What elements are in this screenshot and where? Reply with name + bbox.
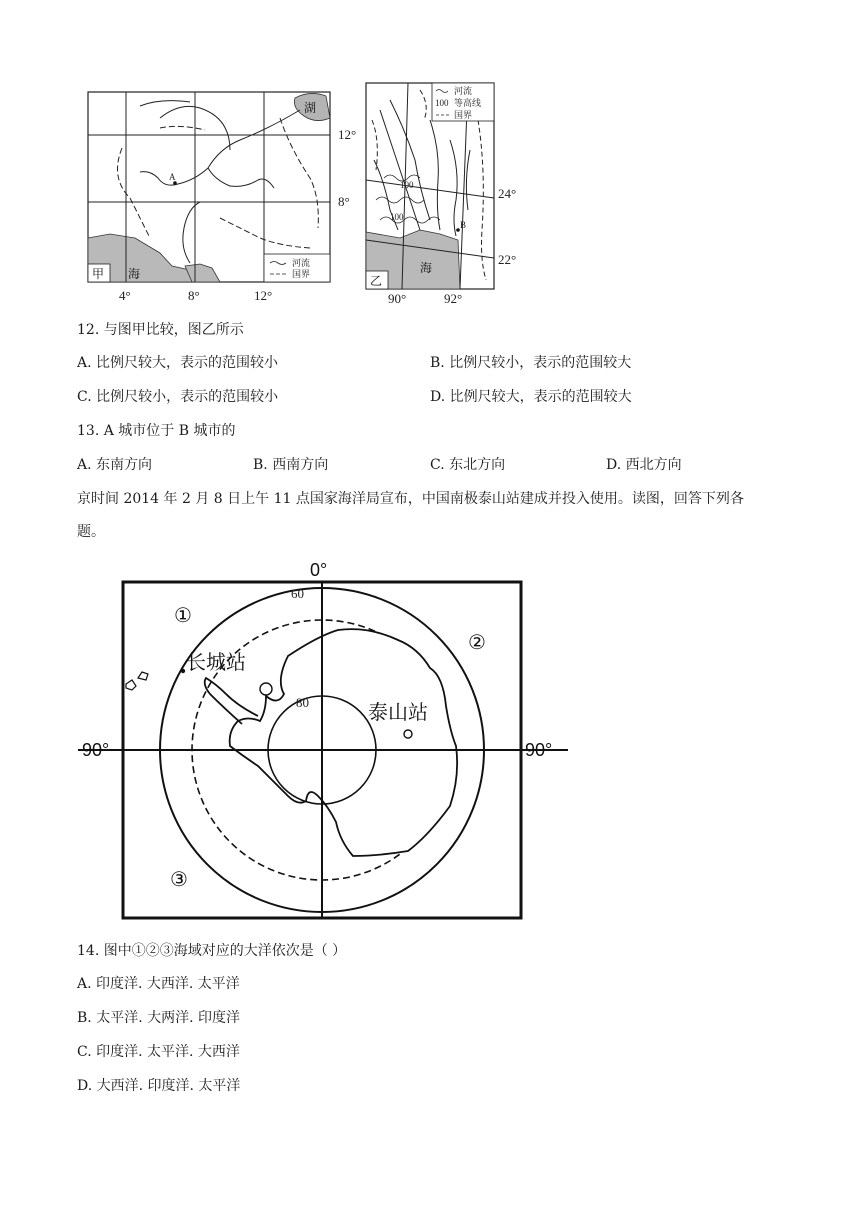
q14-option-b: B. 太平洋. 大两洋. 印度洋: [77, 1010, 240, 1026]
q12-option-c: C. 比例尺较小，表示的范围较小: [77, 389, 279, 405]
q14-option-c: C. 印度洋. 太平洋. 大西洋: [77, 1044, 240, 1060]
longitude-0-label: 0°: [310, 560, 328, 580]
legend-river-yi: 河流: [454, 86, 473, 96]
longitude-90-left-label: 90°: [82, 740, 110, 760]
region-1-label: ①: [174, 603, 192, 627]
point-b-label: B: [460, 220, 467, 230]
legend-contour: 等高线: [454, 98, 482, 108]
panel-label-yi: 乙: [370, 274, 383, 288]
q13-option-c: C. 东北方向: [430, 457, 506, 473]
q12-stem: 12. 与图甲比较，图乙所示: [77, 322, 244, 338]
longitude-90-right-label: 90°: [525, 740, 553, 760]
q12-option-d: D. 比例尺较大，表示的范围较大: [430, 389, 632, 405]
intro-line-2: 题。: [77, 524, 105, 540]
q13-option-d: D. 西北方向: [606, 457, 682, 473]
legend-border-yi: 国界: [454, 110, 473, 120]
contour-label-1: 100: [400, 180, 414, 190]
q14-stem: 14. 图中①②③海域对应的大洋依次是（ ）: [77, 943, 347, 959]
sea-label-yi: 海: [420, 261, 433, 275]
station-taishan-label: 泰山站: [368, 700, 428, 724]
legend-border-jia: 国界: [292, 269, 311, 279]
q14-option-d: D. 大西洋. 印度洋. 太平洋: [77, 1078, 241, 1094]
q14-option-a: A. 印度洋. 大西洋. 太平洋: [77, 976, 240, 992]
point-a-label: A: [169, 172, 176, 182]
q12-option-b: B. 比例尺较小，表示的范围较大: [430, 355, 632, 371]
sea-label-jia: 海: [128, 267, 141, 281]
legend-river-jia: 河流: [292, 258, 311, 268]
antarctic-map: [78, 556, 568, 924]
lat-label-24: 24°: [498, 186, 517, 201]
map-jia: [80, 88, 360, 303]
lon-label-8: 8°: [188, 288, 200, 303]
q12-option-a: A. 比例尺较大，表示的范围较小: [77, 355, 279, 371]
lon-label-12: 12°: [254, 288, 273, 303]
lon-label-90: 90°: [388, 291, 407, 305]
latitude-60-label: 60: [291, 586, 304, 601]
lat-label-8: 8°: [338, 194, 350, 209]
lat-label-22: 22°: [498, 252, 517, 267]
latitude-80-label: 80: [296, 695, 309, 710]
contour-label-2: 100: [390, 212, 404, 222]
region-3-label: ③: [170, 867, 188, 891]
lon-label-4: 4°: [119, 288, 131, 303]
q13-option-b: B. 西南方向: [253, 457, 329, 473]
q13-stem: 13. A 城市位于 B 城市的: [77, 423, 236, 439]
station-changcheng-label: 长城站: [186, 650, 246, 674]
lake-label: 湖: [304, 101, 317, 115]
map-yi: [360, 80, 540, 305]
intro-line-1: 京时间 2014 年 2 月 8 日上午 11 点国家海洋局宣布，中国南极泰山站建成并投入使用。读图，回答下列各: [77, 491, 744, 507]
lon-label-92: 92°: [444, 291, 463, 305]
region-2-label: ②: [468, 630, 486, 654]
q13-option-a: A. 东南方向: [77, 457, 153, 473]
panel-label-jia: 甲: [92, 267, 105, 281]
legend-contour-value: 100: [435, 98, 449, 108]
lat-label-12: 12°: [338, 127, 357, 142]
